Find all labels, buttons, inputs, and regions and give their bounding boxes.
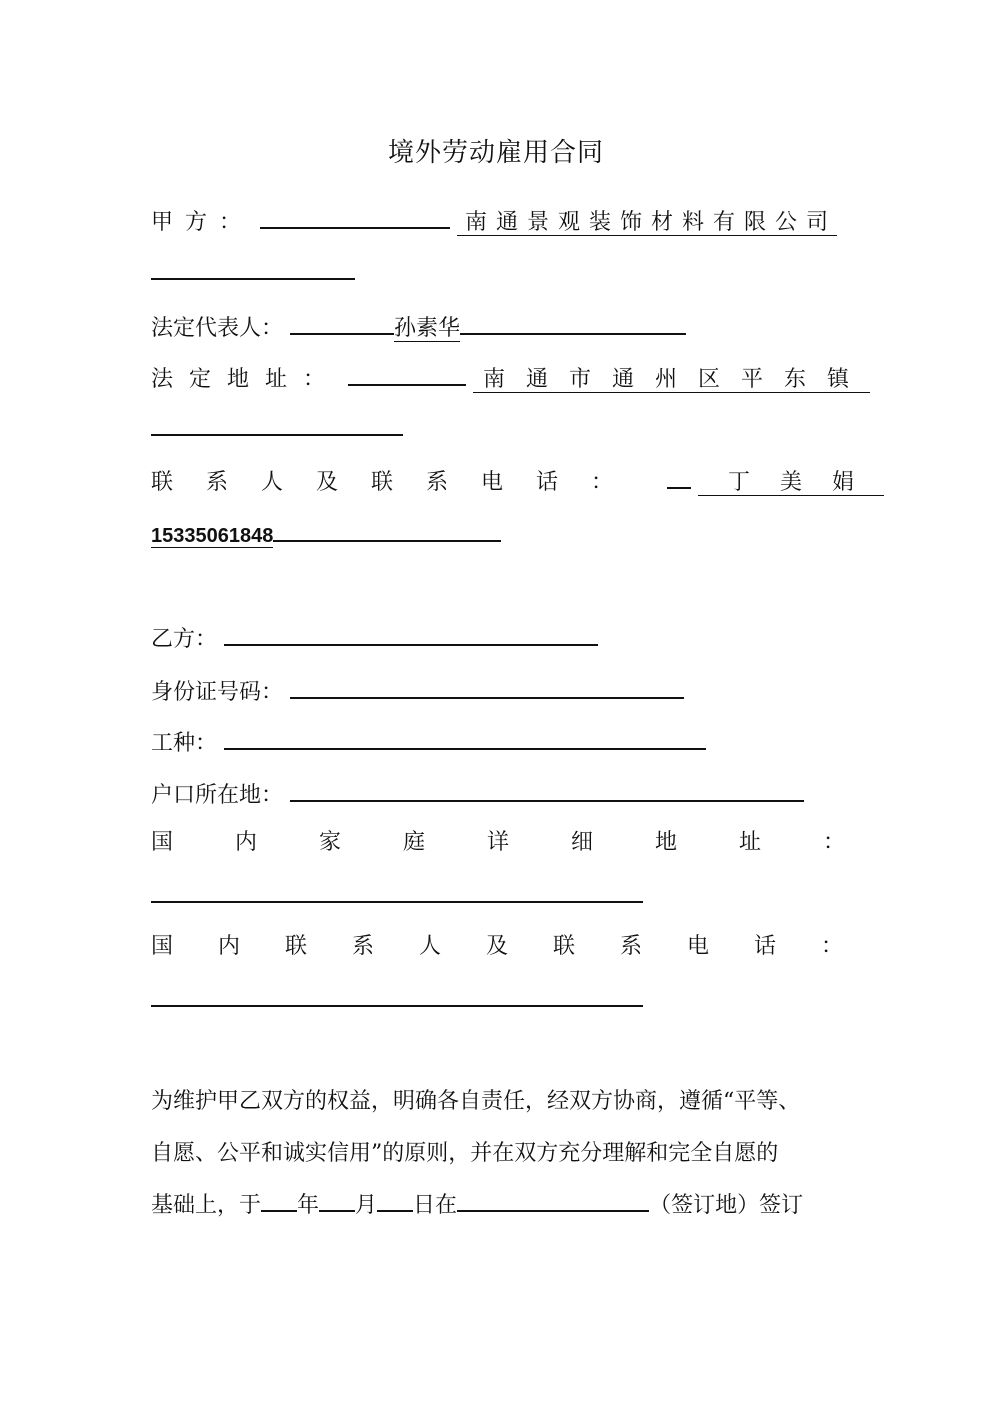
contact-phone: 15335061848 <box>151 525 274 547</box>
job-type-label: 工种： <box>151 731 218 756</box>
contact-row <box>151 463 885 498</box>
contact-blank[interactable] <box>667 463 691 489</box>
legal-address-value: 南通市通州区平东镇 <box>473 367 870 393</box>
page-title: 境外劳动雇用合同 <box>387 138 604 168</box>
job-type-row <box>151 724 851 759</box>
legal-rep-blank-post[interactable] <box>460 309 686 335</box>
id-number-row <box>151 673 851 708</box>
paragraph-line-3 <box>151 1180 851 1232</box>
legal-rep-blank-pre[interactable] <box>290 309 394 335</box>
day-input[interactable] <box>377 1186 413 1212</box>
paragraph-line-1: 为维护甲乙双方的权益，明确各自责任，经双方协商，遵循“平等、 <box>151 1089 801 1114</box>
household-label: 户口所在地： <box>151 783 284 808</box>
home-address-row <box>151 828 908 858</box>
contact-label: 联系人及联系电话： <box>151 470 647 495</box>
legal-address-blank-line2[interactable] <box>151 434 403 436</box>
household-row <box>151 776 851 811</box>
party-a-blank-line2[interactable] <box>151 278 355 280</box>
domestic-contact-row <box>151 932 889 962</box>
home-address-input[interactable] <box>151 901 643 903</box>
day-label: 日在 <box>413 1193 458 1218</box>
job-type-input[interactable] <box>224 724 706 750</box>
domestic-contact-input[interactable] <box>151 1005 643 1007</box>
party-b-label: 乙方： <box>151 627 218 652</box>
signing-place-label: （签订地）签订 <box>649 1193 804 1218</box>
home-address-label: 国内家庭详细地址： <box>151 830 908 855</box>
paragraph-line-3-start: 基础上，于 <box>151 1193 262 1218</box>
party-a-value: 南通景观装饰材料有限公司 <box>457 210 837 236</box>
contact-name: 丁美娟 <box>698 470 884 496</box>
contact-phone-row <box>151 516 851 551</box>
legal-address-label: 法定地址： <box>151 367 342 392</box>
party-a-blank[interactable] <box>260 203 450 229</box>
legal-rep-value: 孙素华 <box>394 316 461 341</box>
year-input[interactable] <box>261 1186 297 1212</box>
id-number-label: 身份证号码： <box>151 680 284 705</box>
legal-rep-row <box>151 309 851 344</box>
legal-address-row <box>151 360 871 395</box>
id-number-input[interactable] <box>290 673 684 699</box>
party-b-row <box>151 620 851 655</box>
month-label: 月 <box>355 1193 378 1218</box>
party-a-label: 甲方： <box>151 210 254 235</box>
party-a-row <box>151 203 851 238</box>
household-input[interactable] <box>290 776 804 802</box>
party-b-input[interactable] <box>224 620 598 646</box>
paragraph-line-2: 自愿、公平和诚实信用”的原则，并在双方充分理解和完全自愿的 <box>151 1141 779 1166</box>
contact-phone-blank[interactable] <box>273 516 501 542</box>
year-label: 年 <box>297 1193 320 1218</box>
domestic-contact-label: 国内联系人及联系电话： <box>151 934 889 959</box>
legal-address-blank[interactable] <box>348 360 466 386</box>
legal-rep-label: 法定代表人： <box>151 316 284 341</box>
month-input[interactable] <box>319 1186 355 1212</box>
signing-place-input[interactable] <box>457 1186 649 1212</box>
